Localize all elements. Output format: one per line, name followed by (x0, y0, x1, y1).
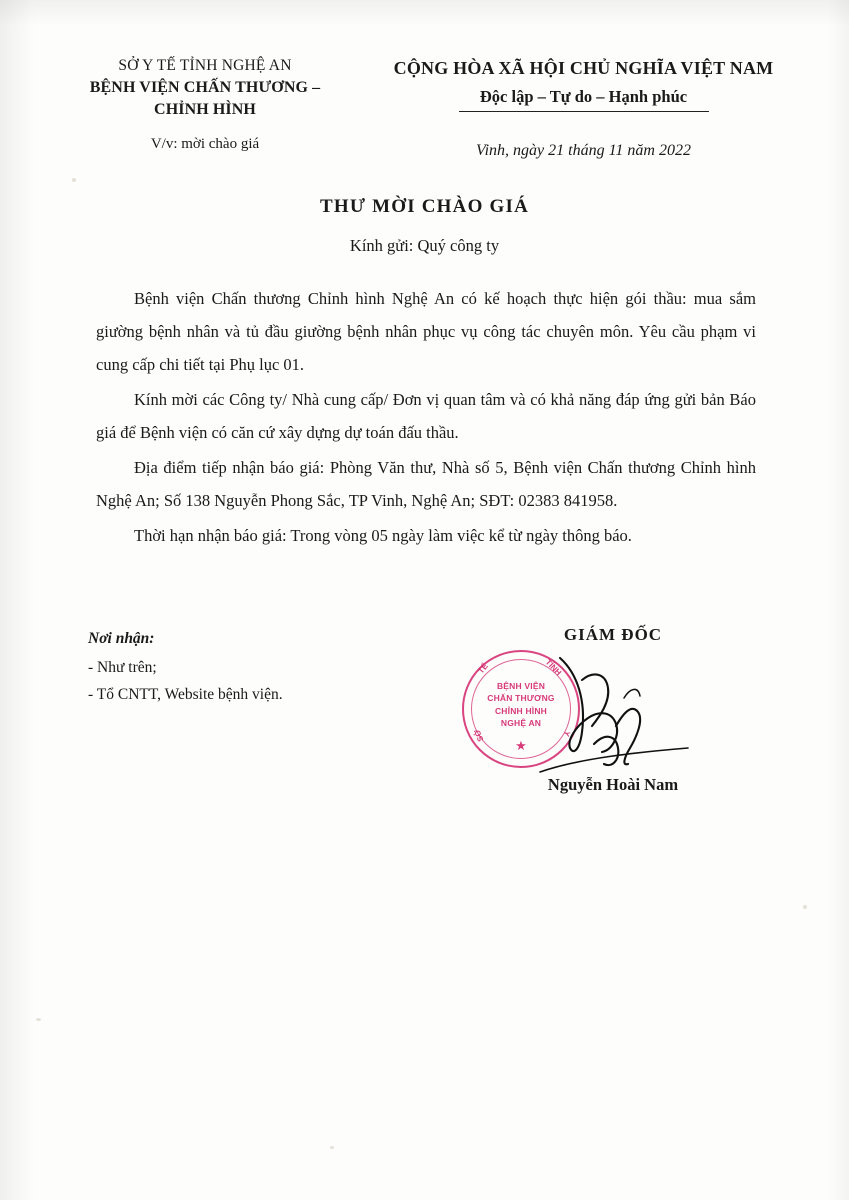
national-heading (370, 56, 797, 163)
title-block (0, 196, 849, 256)
document-title: THƯ MỜI CHÀO GIÁ (319, 196, 530, 217)
scan-shadow-top (0, 0, 849, 26)
national-motto: Độc lập – Tự do – Hạnh phúc (479, 87, 688, 107)
motto-underline (459, 111, 709, 112)
seal-arc-text: TẾ (476, 661, 490, 676)
recipients-title: Nơi nhận: (88, 630, 155, 647)
seal-arc-text: TỈNH (543, 657, 564, 678)
body-paragraph: Bệnh viện Chấn thương Chỉnh hình Nghệ An có kế hoạch thực hiện gói thầu: mua sắm giường bệnh nhân và tủ đầu giường bệnh nhân phục vụ công tác chuyên môn. Yêu cầu phạm vi cung cấp chi tiết tại Phụ lục 01. (96, 289, 756, 374)
issuing-organization (40, 56, 370, 163)
document-header (0, 56, 849, 163)
organization-name-line1: BỆNH VIỆN CHẤN THƯƠNG – (89, 78, 321, 96)
recipient-item: - Như trên; (88, 659, 157, 677)
body-paragraph: Địa điểm tiếp nhận báo giá: Phòng Văn thư, Nhà số 5, Bệnh viện Chấn thương Chỉnh hình Nghệ An; Số 138 Nguyễn Phong Sắc, TP Vinh, Nghệ An; SĐT: 02383 841958. (96, 458, 756, 510)
seal-center-line4: NGHỆ AN (500, 717, 542, 728)
paper-speck (803, 905, 807, 909)
recipients-list (88, 625, 283, 708)
organization-parent: SỞ Y TẾ TỈNH NGHỆ AN (118, 57, 292, 74)
seal-arc-text: Y (561, 729, 572, 738)
scan-shadow-left (0, 0, 34, 1200)
seal-star-icon: ★ (515, 738, 527, 753)
seal-arc-text: SỞ (472, 728, 486, 743)
country-name: CỘNG HÒA XÃ HỘI CHỦ NGHĨA VIỆT NAM (393, 58, 774, 78)
paper-speck (72, 178, 76, 182)
paper-speck (36, 1018, 41, 1021)
subject-reference: V/v: mời chào giá (150, 136, 260, 153)
body-paragraph: Thời hạn nhận báo giá: Trong vòng 05 ngày làm việc kể từ ngày thông báo. (134, 526, 632, 545)
seal-center-line3: CHỈNH HÌNH (494, 705, 548, 716)
paper-speck (330, 1146, 334, 1149)
recipient-item: - Tổ CNTT, Website bệnh viện. (88, 686, 283, 704)
signer-name: Nguyễn Hoài Nam (547, 775, 679, 794)
seal-center-line2: CHẤN THƯƠNG (487, 693, 555, 704)
organization-name (40, 77, 370, 120)
place-and-date: Vinh, ngày 21 tháng 11 năm 2022 (476, 142, 691, 160)
scan-shadow-right (827, 0, 849, 1200)
seal-center-line1: BỆNH VIỆN (496, 681, 546, 691)
handwritten-signature (520, 640, 710, 790)
signer-title: GIÁM ĐỐC (563, 625, 663, 644)
document-footer (0, 625, 849, 825)
document-body (96, 282, 756, 554)
organization-name-line2: CHỈNH HÌNH (154, 100, 256, 118)
salutation: Kính gửi: Quý công ty (349, 236, 500, 255)
body-paragraph: Kính mời các Công ty/ Nhà cung cấp/ Đơn vị quan tâm và có khả năng đáp ứng gửi bản Báo giá để Bệnh viện có căn cứ xây dựng dự toán đấu thầu. (96, 390, 756, 442)
